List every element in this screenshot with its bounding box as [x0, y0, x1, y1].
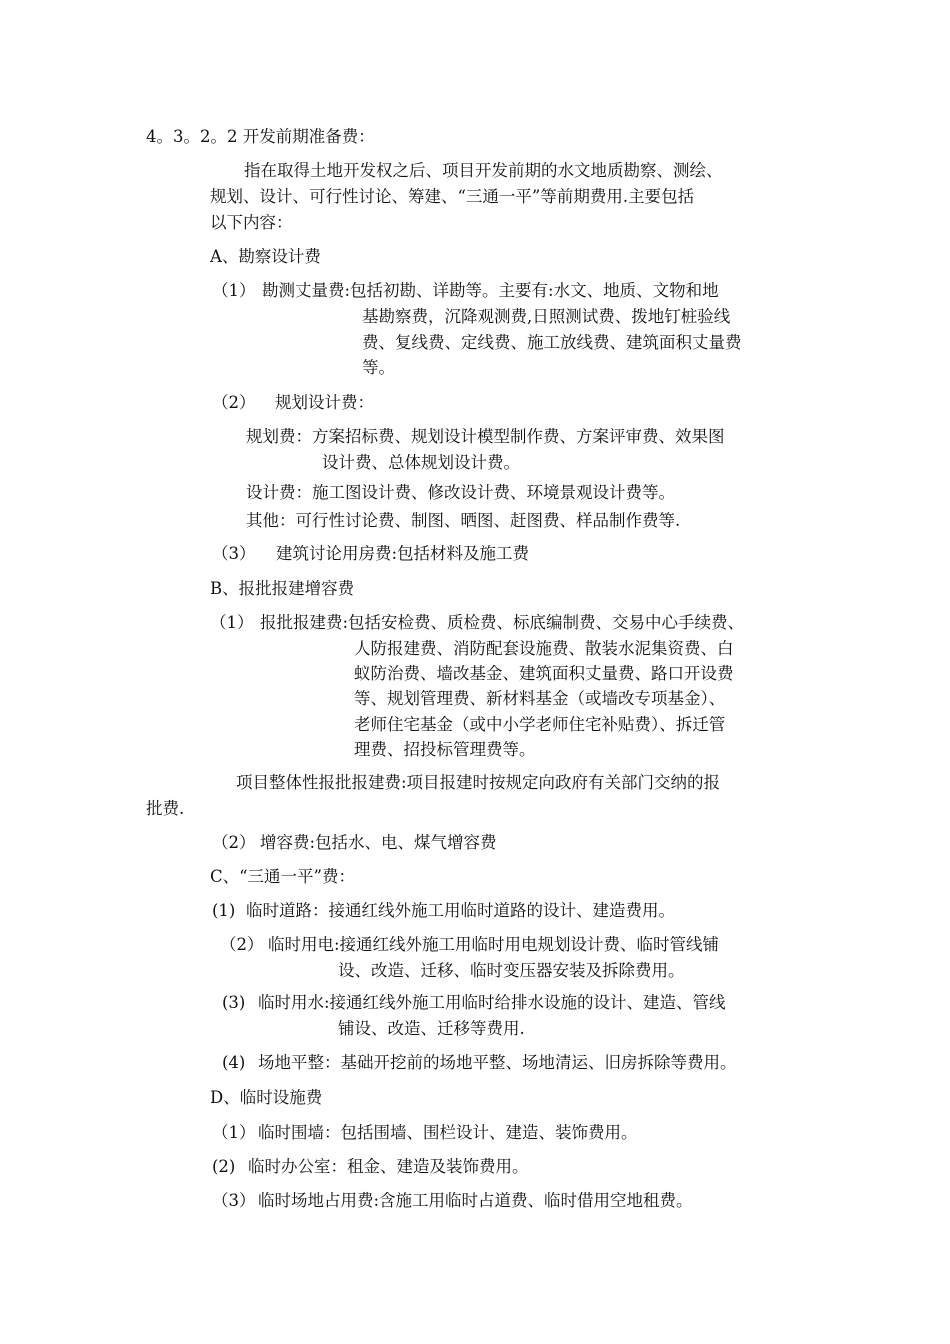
- b2-text: 增容费:包括水、电、煤气增容费: [260, 833, 497, 852]
- heading-a: A、勘察设计费: [210, 247, 321, 266]
- d1-number: （1）: [212, 1123, 256, 1142]
- d3-number: （3）: [212, 1191, 256, 1210]
- b1-number: （1）: [210, 613, 254, 632]
- a1-line-2: 基勘察费，沉降观测费,日照测试费、拨地钉桩验线: [362, 307, 731, 326]
- a2-sub-1: 规划费：方案招标费、规划设计模型制作费、方案评审费、效果图: [246, 427, 725, 446]
- c2-line-1: 临时用电:接通红线外施工用临时用电规划设计费、临时管线铺: [268, 935, 720, 954]
- a2-number: （2）: [212, 393, 256, 412]
- section-heading: 4。3。2。2 开发前期准备费：: [146, 127, 375, 146]
- a1-line-1: 勘测丈量费:包括初勘、详勘等。主要有:水文、地质、文物和地: [262, 281, 719, 300]
- heading-c: C、“三通一平”费：: [210, 867, 355, 886]
- d1-text: 临时围墙：包括围墙、围栏设计、建造、装饰费用。: [258, 1123, 638, 1142]
- intro-line-2: 规划、设计、可行性讨论、筹建、“三通一平”等前期费用.主要包括: [210, 187, 695, 206]
- b1-line-4: 等、规划管理费、新材料基金（或墙改专项基金）、: [354, 689, 726, 708]
- a2-sub-4: 其他：可行性讨论费、制图、晒图、赶图费、样品制作费等.: [246, 511, 681, 530]
- d2-text: 临时办公室：租金、建造及装饰费用。: [248, 1157, 529, 1176]
- a2-sub-2: 设计费、总体规划设计费。: [322, 453, 520, 472]
- b-overall-line-2: 批费.: [146, 799, 185, 818]
- a1-line-4: 等。: [362, 358, 395, 377]
- b1-line-5: 老师住宅基金（或中小学老师住宅补贴费）、拆迁管: [354, 715, 726, 734]
- b1-line-2: 人防报建费、消防配套设施费、散装水泥集资费、白: [354, 639, 734, 658]
- c1-text: 临时道路：接通红线外施工用临时道路的设计、建造费用。: [246, 901, 675, 920]
- c3-line-1: 临时用水:接通红线外施工用临时给排水设施的设计、建造、管线: [258, 993, 726, 1012]
- a2-sub-3: 设计费：施工图设计费、修改设计费、环境景观设计费等。: [246, 483, 675, 502]
- c1-number: (1): [212, 901, 236, 920]
- a3-text: 建筑讨论用房费:包括材料及施工费: [276, 544, 530, 563]
- intro-line-3: 以下内容：: [210, 213, 293, 232]
- d3-text: 临时场地占用费:含施工用临时占道费、临时借用空地租费。: [258, 1191, 693, 1210]
- b1-line-1: 报批报建费:包括安检费、质检费、标底编制费、交易中心手续费、: [260, 613, 745, 632]
- c3-line-2: 铺设、改造、迁移等费用.: [338, 1019, 525, 1038]
- heading-b: B、报批报建增容费: [210, 579, 355, 598]
- c2-line-2: 设、改造、迁移、临时变压器安装及拆除费用。: [338, 961, 685, 980]
- b1-line-6: 理费、招投标管理费等。: [354, 740, 536, 759]
- a2-title: 规划设计费：: [275, 393, 374, 412]
- heading-d: D、临时设施费: [210, 1088, 323, 1107]
- b1-line-3: 蚁防治费、墙改基金、建筑面积丈量费、路口开设费: [354, 664, 734, 683]
- a3-number: （3）: [212, 544, 256, 563]
- intro-line-1: 指在取得土地开发权之后、项目开发前期的水文地质勘察、测绘、: [244, 161, 723, 180]
- a1-line-3: 费、复线费、定线费、施工放线费、建筑面积丈量费: [362, 333, 742, 352]
- c3-number: (3): [222, 993, 246, 1012]
- d2-number: (2): [212, 1157, 236, 1176]
- a1-number: （1）: [212, 281, 256, 300]
- b2-number: （2）: [212, 833, 256, 852]
- c2-number: （2）: [220, 935, 264, 954]
- b-overall-line-1: 项目整体性报批报建费:项目报建时按规定向政府有关部门交纳的报: [236, 773, 721, 792]
- c4-text: 场地平整：基础开挖前的场地平整、场地清运、旧房拆除等费用。: [258, 1053, 737, 1072]
- c4-number: (4): [222, 1053, 246, 1072]
